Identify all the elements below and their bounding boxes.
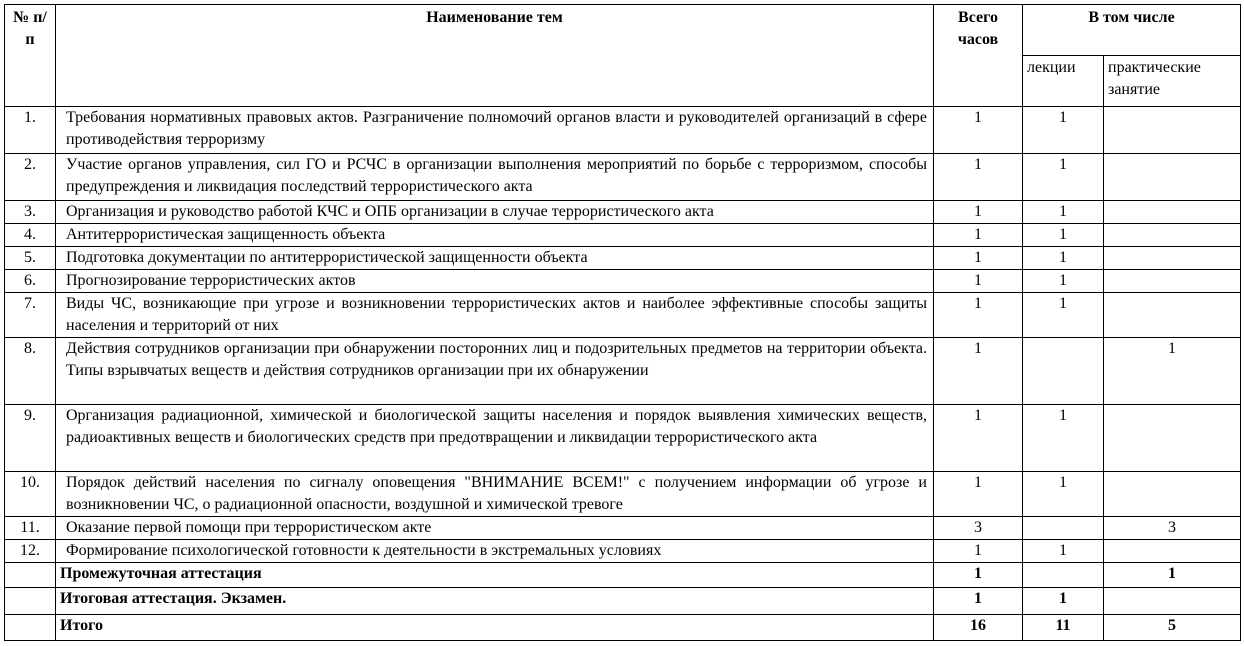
- row-topic: Виды ЧС, возникающие при угрозе и возникновении террористических актов и наиболее эффективные способы защиты населения и территорий от них: [56, 293, 934, 338]
- summary-practice: 5: [1104, 615, 1241, 641]
- row-topic: Прогнозирование террористических актов: [56, 270, 934, 293]
- row-total: 1: [934, 201, 1023, 224]
- row-lectures: 1: [1023, 472, 1104, 517]
- row-topic: Подготовка документации по антитеррористической защищенности объекта: [56, 247, 934, 270]
- row-practice: [1104, 247, 1241, 270]
- table-row: [5, 517, 1241, 540]
- row-practice: [1104, 405, 1241, 472]
- row-practice: [1104, 201, 1241, 224]
- summary-lectures: 11: [1023, 615, 1104, 641]
- row-topic: Организация и руководство работой КЧС и ОПБ организации в случае террористического акта: [56, 201, 934, 224]
- row-topic: Организация радиационной, химической и биологической защиты населения и порядок выявления химических веществ, радиоактивных веществ и биологических средств при предотвращении и ликвидации террористического акта: [56, 405, 934, 472]
- summary-total: 16: [934, 615, 1023, 641]
- summary-label: Промежуточная аттестация: [56, 563, 934, 588]
- row-lectures: 1: [1023, 247, 1104, 270]
- row-topic: Формирование психологической готовности к деятельности в экстремальных условиях: [56, 540, 934, 563]
- empty-cell: [5, 588, 56, 615]
- row-num: 4.: [5, 224, 56, 247]
- summary-practice: [1104, 588, 1241, 615]
- row-practice: [1104, 154, 1241, 201]
- summary-label: Итого: [56, 615, 934, 641]
- row-topic: Требования нормативных правовых актов. Разграничение полномочий органов власти и руководителей организаций в сфере противодействия терроризму: [56, 107, 934, 154]
- row-practice: [1104, 224, 1241, 247]
- row-lectures: 1: [1023, 405, 1104, 472]
- header-including: В том числе: [1023, 5, 1241, 56]
- summary-total: 1: [934, 563, 1023, 588]
- row-practice: 3: [1104, 517, 1241, 540]
- table-row: [5, 224, 1241, 247]
- summary-lectures: [1023, 563, 1104, 588]
- row-num: 12.: [5, 540, 56, 563]
- header-num: № п/п: [5, 5, 56, 107]
- table-row: [5, 472, 1241, 517]
- row-total: 1: [934, 270, 1023, 293]
- row-total: 1: [934, 405, 1023, 472]
- header-total: Всего часов: [934, 5, 1023, 107]
- header-lectures: лекции: [1023, 56, 1104, 107]
- table-row: [5, 201, 1241, 224]
- row-num: 7.: [5, 293, 56, 338]
- row-topic: Антитеррористическая защищенность объекта: [56, 224, 934, 247]
- summary-label: Итоговая аттестация. Экзамен.: [56, 588, 934, 615]
- row-num: 9.: [5, 405, 56, 472]
- summary-row-final: [5, 588, 1241, 615]
- header-practice: практические занятие: [1104, 56, 1241, 107]
- summary-row-grand-total: [5, 615, 1241, 641]
- summary-total: 1: [934, 588, 1023, 615]
- empty-cell: [5, 563, 56, 588]
- row-total: 1: [934, 154, 1023, 201]
- table-row: [5, 270, 1241, 293]
- row-topic: Порядок действий населения по сигналу оповещения "ВНИМАНИЕ ВСЕМ!" с получением информации об угрозе и возникновении ЧС, о радиационной опасности, воздушной и химической тревоге: [56, 472, 934, 517]
- row-num: 10.: [5, 472, 56, 517]
- table-row: [5, 293, 1241, 338]
- table-row: [5, 107, 1241, 154]
- row-lectures: [1023, 338, 1104, 405]
- row-lectures: 1: [1023, 293, 1104, 338]
- row-practice: 1: [1104, 338, 1241, 405]
- table-row: [5, 154, 1241, 201]
- row-lectures: 1: [1023, 540, 1104, 563]
- row-lectures: 1: [1023, 270, 1104, 293]
- curriculum-table: [4, 4, 1241, 641]
- row-practice: [1104, 293, 1241, 338]
- row-lectures: 1: [1023, 107, 1104, 154]
- table-row: [5, 405, 1241, 472]
- row-total: 1: [934, 293, 1023, 338]
- row-num: 6.: [5, 270, 56, 293]
- row-total: 1: [934, 224, 1023, 247]
- table-row: [5, 338, 1241, 405]
- row-practice: [1104, 540, 1241, 563]
- row-topic: Оказание первой помощи при террористическом акте: [56, 517, 934, 540]
- row-lectures: 1: [1023, 201, 1104, 224]
- row-total: 1: [934, 540, 1023, 563]
- row-topic: Участие органов управления, сил ГО и РСЧС в организации выполнения мероприятий по борьбе с терроризмом, способы предупреждения и ликвидация последствий террористического акта: [56, 154, 934, 201]
- row-num: 1.: [5, 107, 56, 154]
- header-topic: Наименование тем: [56, 5, 934, 107]
- row-practice: [1104, 107, 1241, 154]
- row-total: 1: [934, 472, 1023, 517]
- table-row: [5, 540, 1241, 563]
- row-lectures: 1: [1023, 154, 1104, 201]
- row-lectures: 1: [1023, 224, 1104, 247]
- table-row: [5, 247, 1241, 270]
- row-total: 3: [934, 517, 1023, 540]
- row-practice: [1104, 472, 1241, 517]
- empty-cell: [5, 615, 56, 641]
- row-num: 8.: [5, 338, 56, 405]
- row-practice: [1104, 270, 1241, 293]
- row-total: 1: [934, 247, 1023, 270]
- summary-practice: 1: [1104, 563, 1241, 588]
- row-total: 1: [934, 338, 1023, 405]
- summary-lectures: 1: [1023, 588, 1104, 615]
- row-topic: Действия сотрудников организации при обнаружении посторонних лиц и подозрительных предметов на территории объекта. Типы взрывчатых веществ и действия сотрудников организации при их обнаружении: [56, 338, 934, 405]
- row-num: 11.: [5, 517, 56, 540]
- summary-row-interim: [5, 563, 1241, 588]
- row-total: 1: [934, 107, 1023, 154]
- row-num: 2.: [5, 154, 56, 201]
- row-num: 3.: [5, 201, 56, 224]
- row-lectures: [1023, 517, 1104, 540]
- row-num: 5.: [5, 247, 56, 270]
